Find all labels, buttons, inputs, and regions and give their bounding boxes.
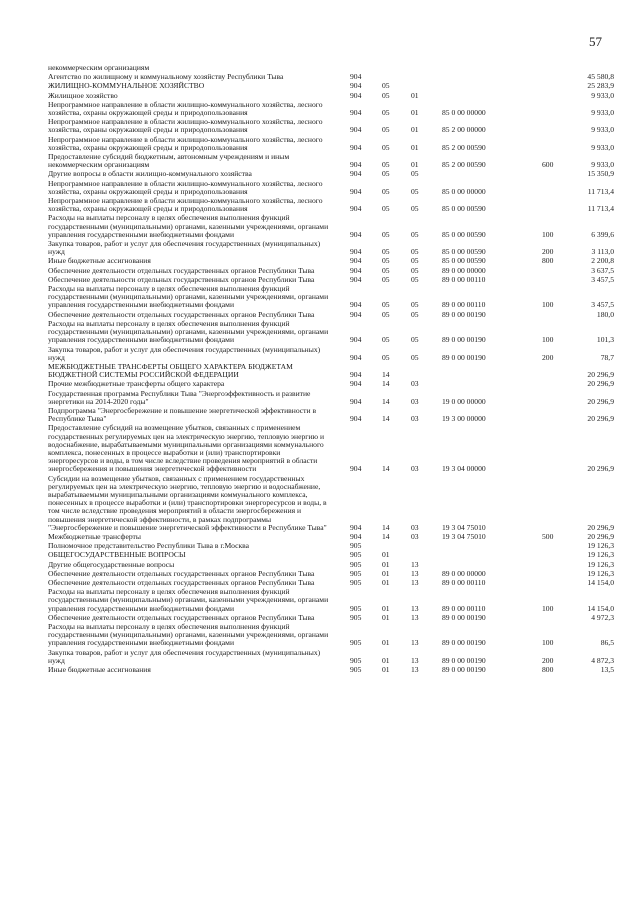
ministry-code: 904 bbox=[350, 396, 362, 406]
section-code: 01 bbox=[382, 550, 390, 560]
section-code: 01 bbox=[382, 638, 390, 648]
subsection-code: 05 bbox=[411, 335, 419, 345]
amount-value: 25 283,9 bbox=[587, 81, 614, 91]
section-code: 01 bbox=[382, 577, 390, 587]
subsection-code: 03 bbox=[411, 464, 419, 474]
target-article-code: 85 2 00 00000 bbox=[442, 125, 486, 135]
ministry-code: 904 bbox=[350, 379, 362, 389]
amount-value: 3 457,5 bbox=[591, 300, 614, 310]
target-article-code: 89 0 00 00190 bbox=[442, 612, 486, 622]
expense-type-code: 500 bbox=[542, 531, 554, 541]
table-row bbox=[48, 475, 614, 532]
table-row bbox=[48, 180, 614, 196]
subsection-code: 03 bbox=[411, 414, 419, 424]
amount-value: 9 933,0 bbox=[591, 160, 614, 170]
subsection-code: 05 bbox=[411, 229, 419, 239]
amount-value: 20 296,9 bbox=[587, 379, 614, 389]
table-row bbox=[48, 311, 614, 319]
target-article-code: 89 0 00 00190 bbox=[442, 655, 486, 665]
row-name: Закупка товаров, работ и услуг для обеспечения государственных (муниципальных) нужд bbox=[48, 239, 321, 257]
table-row bbox=[48, 267, 614, 275]
table-row bbox=[48, 424, 614, 473]
row-name: Прочие межбюджетные трансферты общего характера bbox=[48, 379, 225, 389]
amount-value: 20 296,9 bbox=[587, 464, 614, 474]
ministry-code: 905 bbox=[350, 638, 362, 648]
ministry-code: 904 bbox=[350, 169, 362, 179]
row-name: Иные бюджетные ассигнования bbox=[48, 665, 151, 675]
subsection-code: 01 bbox=[411, 108, 419, 118]
section-code: 14 bbox=[382, 370, 390, 380]
ministry-code: 904 bbox=[350, 300, 362, 310]
amount-value: 9 933,0 bbox=[591, 90, 614, 100]
subsection-code: 13 bbox=[411, 603, 419, 613]
section-code: 05 bbox=[382, 142, 390, 152]
ministry-code: 905 bbox=[350, 577, 362, 587]
ministry-code: 904 bbox=[350, 142, 362, 152]
subsection-code: 05 bbox=[411, 169, 419, 179]
ministry-code: 904 bbox=[350, 370, 362, 380]
amount-value: 9 933,0 bbox=[591, 108, 614, 118]
amount-value: 6 399,6 bbox=[591, 229, 614, 239]
target-article-code: 19 3 04 75010 bbox=[442, 522, 486, 532]
row-name: Обеспечение деятельности отдельных государственных органов Республики Тыва bbox=[48, 577, 315, 587]
expense-type-code: 200 bbox=[542, 247, 554, 257]
ministry-code: 904 bbox=[350, 309, 362, 319]
table-row bbox=[48, 649, 614, 665]
row-name: Полномочное представительство Республики Тыва в г.Москва bbox=[48, 541, 250, 551]
table-row bbox=[48, 240, 614, 256]
section-code: 01 bbox=[382, 665, 390, 675]
row-name: ОБЩЕГОСУДАРСТВЕННЫЕ ВОПРОСЫ bbox=[48, 550, 186, 560]
amount-value: 3 457,5 bbox=[591, 274, 614, 284]
target-article-code: 85 0 00 00590 bbox=[442, 229, 486, 239]
ministry-code: 904 bbox=[350, 108, 362, 118]
subsection-code: 05 bbox=[411, 300, 419, 310]
ministry-code: 905 bbox=[350, 655, 362, 665]
row-name: Предоставление субсидий бюджетным, автономным учреждениям и иным некоммерческим организациям bbox=[48, 152, 290, 170]
table-row bbox=[48, 551, 614, 559]
amount-value: 15 350,9 bbox=[587, 169, 614, 179]
section-code: 01 bbox=[382, 612, 390, 622]
table-row bbox=[48, 380, 614, 388]
ministry-code: 904 bbox=[350, 352, 362, 362]
target-article-code: 85 0 00 00000 bbox=[442, 186, 486, 196]
amount-value: 4 972,3 bbox=[591, 612, 614, 622]
amount-value: 4 872,3 bbox=[591, 655, 614, 665]
subsection-code: 03 bbox=[411, 396, 419, 406]
table-row bbox=[48, 170, 614, 178]
expense-type-code: 100 bbox=[542, 335, 554, 345]
table-row bbox=[48, 588, 614, 613]
expense-type-code: 100 bbox=[542, 300, 554, 310]
table-row bbox=[48, 82, 614, 90]
row-name: Непрограммное направление в области жилищно-коммунального хозяйства, лесного хозяйства, охраны окружающей среды и природопользования bbox=[48, 99, 323, 118]
section-code: 01 bbox=[382, 559, 390, 569]
ministry-code: 904 bbox=[350, 125, 362, 135]
target-article-code: 89 0 00 00190 bbox=[442, 335, 486, 345]
table-row bbox=[48, 666, 614, 674]
ministry-code: 904 bbox=[350, 414, 362, 424]
target-article-code: 89 0 00 00190 bbox=[442, 665, 486, 675]
amount-value: 180,0 bbox=[596, 309, 614, 319]
table-row bbox=[48, 623, 614, 648]
section-code: 05 bbox=[382, 352, 390, 362]
row-name: Расходы на выплаты персоналу в целях обеспечения выполнения функций государственными (муниципальными) органами, казенными учреждениями, органами управления государственными внебюджетными фондами bbox=[48, 213, 329, 239]
section-code: 05 bbox=[382, 186, 390, 196]
amount-value: 78,7 bbox=[600, 352, 614, 362]
section-code: 14 bbox=[382, 379, 390, 389]
subsection-code: 01 bbox=[411, 125, 419, 135]
row-name: Государственная программа Республики Тыва "Энергоэффективность и развитие энергетики на 2014-2020 годы" bbox=[48, 388, 311, 406]
ministry-code: 904 bbox=[350, 229, 362, 239]
ministry-code: 905 bbox=[350, 603, 362, 613]
target-article-code: 89 0 00 00190 bbox=[442, 352, 486, 362]
target-article-code: 85 2 00 00590 bbox=[442, 160, 486, 170]
table-row bbox=[48, 561, 614, 569]
row-name: Агентство по жилищному и коммунальному хозяйству Республики Тыва bbox=[48, 72, 284, 82]
ministry-code: 904 bbox=[350, 186, 362, 196]
section-code: 05 bbox=[382, 229, 390, 239]
ministry-code: 905 bbox=[350, 612, 362, 622]
expense-type-code: 600 bbox=[542, 160, 554, 170]
section-code: 05 bbox=[382, 247, 390, 257]
subsection-code: 05 bbox=[411, 274, 419, 284]
expense-type-code: 100 bbox=[542, 229, 554, 239]
section-code: 05 bbox=[382, 204, 390, 214]
amount-value: 11 713,4 bbox=[587, 204, 614, 214]
row-name: ЖИЛИЩНО-КОММУНАЛЬНОЕ ХОЗЯЙСТВО bbox=[48, 81, 205, 91]
table-row bbox=[48, 197, 614, 213]
amount-value: 2 200,8 bbox=[591, 256, 614, 266]
section-code: 05 bbox=[382, 125, 390, 135]
table-row bbox=[48, 579, 614, 587]
amount-value: 9 933,0 bbox=[591, 125, 614, 135]
target-article-code: 85 0 00 00000 bbox=[442, 108, 486, 118]
row-name: Обеспечение деятельности отдельных государственных органов Республики Тыва bbox=[48, 612, 315, 622]
subsection-code: 13 bbox=[411, 655, 419, 665]
table-row bbox=[48, 92, 614, 100]
subsection-code: 13 bbox=[411, 612, 419, 622]
ministry-code: 904 bbox=[350, 90, 362, 100]
amount-value: 20 296,9 bbox=[587, 531, 614, 541]
row-name: Непрограммное направление в области жилищно-коммунального хозяйства, лесного хозяйства, охраны окружающей среды и природопользования bbox=[48, 196, 323, 214]
subsection-code: 05 bbox=[411, 256, 419, 266]
amount-value: 86,5 bbox=[600, 638, 614, 648]
row-name: Непрограммное направление в области жилищно-коммунального хозяйства, лесного хозяйства, охраны окружающей среды и природопользования bbox=[48, 117, 323, 135]
section-code: 01 bbox=[382, 655, 390, 665]
target-article-code: 89 0 00 00000 bbox=[442, 568, 486, 578]
target-article-code: 85 2 00 00590 bbox=[442, 142, 486, 152]
target-article-code: 89 0 00 00000 bbox=[442, 265, 486, 275]
target-article-code: 85 0 00 00590 bbox=[442, 256, 486, 266]
row-name: Субсидии на возмещение убытков, связанных с применением государственных регулируемых цен на электрическую энергию, тепловую энергию и водоснабжение, вырабатываемыми муниципальными организациями коммунального комплекса, понесенных в процессе выработки и (или) транспортировки энергоресурсов и воды, в том числе вследствие проведения мероприятий в области энергосбережения и повышения энергетической эффективности, в рамках подпрограммы "Энергосбережение и повышение энергетической эффективности в Республике Тыва" bbox=[48, 473, 327, 532]
subsection-code: 05 bbox=[411, 309, 419, 319]
ministry-code: 904 bbox=[350, 72, 362, 82]
section-code: 05 bbox=[382, 90, 390, 100]
section-code: 01 bbox=[382, 568, 390, 578]
target-article-code: 89 0 00 00110 bbox=[442, 274, 486, 284]
amount-value: 20 296,9 bbox=[587, 522, 614, 532]
subsection-code: 13 bbox=[411, 568, 419, 578]
ministry-code: 904 bbox=[350, 522, 362, 532]
ministry-code: 905 bbox=[350, 568, 362, 578]
ministry-code: 904 bbox=[350, 160, 362, 170]
ministry-code: 904 bbox=[350, 247, 362, 257]
table-row bbox=[48, 214, 614, 239]
target-article-code: 89 0 00 00110 bbox=[442, 603, 486, 613]
ministry-code: 904 bbox=[350, 81, 362, 91]
subsection-code: 03 bbox=[411, 379, 419, 389]
amount-value: 45 580,8 bbox=[587, 72, 614, 82]
subsection-code: 05 bbox=[411, 204, 419, 214]
target-article-code: 19 3 04 00000 bbox=[442, 464, 486, 474]
row-name: Расходы на выплаты персоналу в целях обеспечения выполнения функций государственными (муниципальными) органами, казенными учреждениями, органами управления государственными внебюджетными фондами bbox=[48, 284, 329, 310]
amount-value: 9 933,0 bbox=[591, 142, 614, 152]
section-code: 14 bbox=[382, 396, 390, 406]
ministry-code: 904 bbox=[350, 464, 362, 474]
subsection-code: 05 bbox=[411, 247, 419, 257]
row-name: Предоставление субсидий на возмещение убытков, связанных с применением государственных регулируемых цен на электрическую энергию, тепловую энергию и водоснабжение, вырабатываемыми муниципальными организациями коммунального комплекса, понесенных в процессе выработки и (или) транспортировки энергоресурсов и воды, в том числе вследствие проведения мероприятий в области энергосбережения и повышения энергетической эффективности bbox=[48, 423, 325, 474]
target-article-code: 85 0 00 00590 bbox=[442, 204, 486, 214]
table-row bbox=[48, 64, 614, 72]
subsection-code: 01 bbox=[411, 160, 419, 170]
section-code: 05 bbox=[382, 274, 390, 284]
amount-value: 20 296,9 bbox=[587, 396, 614, 406]
row-name: Расходы на выплаты персоналу в целях обеспечения выполнения функций государственными (муниципальными) органами, казенными учреждениями, органами управления государственными внебюджетными фондами bbox=[48, 622, 329, 648]
row-name: Обеспечение деятельности отдельных государственных органов Республики Тыва bbox=[48, 309, 315, 319]
amount-value: 20 296,9 bbox=[587, 370, 614, 380]
table-row bbox=[48, 276, 614, 284]
budget-table bbox=[48, 64, 614, 674]
subsection-code: 05 bbox=[411, 265, 419, 275]
row-name: Другие общегосударственные вопросы bbox=[48, 559, 175, 569]
row-name: Расходы на выплаты персоналу в целях обеспечения выполнения функций государственными (муниципальными) органами, казенными учреждениями, органами управления государственными внебюджетными фондами bbox=[48, 587, 329, 613]
ministry-code: 905 bbox=[350, 541, 362, 551]
expense-type-code: 800 bbox=[542, 256, 554, 266]
subsection-code: 13 bbox=[411, 577, 419, 587]
row-name: Обеспечение деятельности отдельных государственных органов Республики Тыва bbox=[48, 265, 315, 275]
target-article-code: 89 0 00 00190 bbox=[442, 638, 486, 648]
ministry-code: 904 bbox=[350, 274, 362, 284]
section-code: 05 bbox=[382, 256, 390, 266]
amount-value: 13,5 bbox=[600, 665, 614, 675]
table-row bbox=[48, 533, 614, 541]
amount-value: 19 126,3 bbox=[587, 550, 614, 560]
table-row bbox=[48, 118, 614, 134]
amount-value: 101,3 bbox=[596, 335, 614, 345]
subsection-code: 13 bbox=[411, 638, 419, 648]
table-row bbox=[48, 570, 614, 578]
target-article-code: 89 0 00 00110 bbox=[442, 577, 486, 587]
subsection-code: 05 bbox=[411, 186, 419, 196]
table-row bbox=[48, 407, 614, 423]
row-name: Непрограммное направление в области жилищно-коммунального хозяйства, лесного хозяйства, охраны окружающей среды и природопользования bbox=[48, 134, 323, 152]
row-name: Закупка товаров, работ и услуг для обеспечения государственных (муниципальных) нужд bbox=[48, 344, 321, 362]
expense-type-code: 200 bbox=[542, 655, 554, 665]
amount-value: 19 126,3 bbox=[587, 559, 614, 569]
subsection-code: 13 bbox=[411, 559, 419, 569]
table-row bbox=[48, 285, 614, 310]
ministry-code: 904 bbox=[350, 204, 362, 214]
amount-value: 19 126,3 bbox=[587, 541, 614, 551]
amount-value: 14 154,0 bbox=[587, 577, 614, 587]
ministry-code: 905 bbox=[350, 559, 362, 569]
ministry-code: 904 bbox=[350, 265, 362, 275]
section-code: 14 bbox=[382, 522, 390, 532]
section-code: 05 bbox=[382, 335, 390, 345]
subsection-code: 01 bbox=[411, 142, 419, 152]
table-row bbox=[48, 101, 614, 117]
subsection-code: 13 bbox=[411, 665, 419, 675]
table-row bbox=[48, 136, 614, 152]
section-code: 05 bbox=[382, 265, 390, 275]
table-row bbox=[48, 73, 614, 81]
ministry-code: 904 bbox=[350, 531, 362, 541]
section-code: 05 bbox=[382, 300, 390, 310]
subsection-code: 05 bbox=[411, 352, 419, 362]
section-code: 05 bbox=[382, 309, 390, 319]
row-name: Закупка товаров, работ и услуг для обеспечения государственных (муниципальных) нужд bbox=[48, 647, 321, 665]
target-article-code: 89 0 00 00190 bbox=[442, 309, 486, 319]
table-row bbox=[48, 390, 614, 406]
row-name: некоммерческим организациям bbox=[48, 63, 150, 72]
table-row bbox=[48, 363, 614, 379]
expense-type-code: 800 bbox=[542, 665, 554, 675]
row-name: Обеспечение деятельности отдельных государственных органов Республики Тыва bbox=[48, 568, 315, 578]
row-name: Жилищное хозяйство bbox=[48, 90, 118, 100]
amount-value: 3 637,5 bbox=[591, 265, 614, 275]
row-name: Обеспечение деятельности отдельных государственных органов Республики Тыва bbox=[48, 274, 315, 284]
target-article-code: 89 0 00 00110 bbox=[442, 300, 486, 310]
table-row bbox=[48, 320, 614, 345]
row-name: Другие вопросы в области жилищно-коммунального хозяйства bbox=[48, 169, 252, 179]
amount-value: 14 154,0 bbox=[587, 603, 614, 613]
expense-type-code: 200 bbox=[542, 352, 554, 362]
subsection-code: 03 bbox=[411, 531, 419, 541]
section-code: 05 bbox=[382, 160, 390, 170]
table-row bbox=[48, 614, 614, 622]
amount-value: 11 713,4 bbox=[587, 186, 614, 196]
row-name: Непрограммное направление в области жилищно-коммунального хозяйства, лесного хозяйства, охраны окружающей среды и природопользования bbox=[48, 178, 323, 196]
ministry-code: 904 bbox=[350, 335, 362, 345]
section-code: 05 bbox=[382, 169, 390, 179]
row-name: Иные бюджетные ассигнования bbox=[48, 256, 151, 266]
section-code: 14 bbox=[382, 531, 390, 541]
target-article-code: 19 0 00 00000 bbox=[442, 396, 486, 406]
row-name: Расходы на выплаты персоналу в целях обеспечения выполнения функций государственными (муниципальными) органами, казенными учреждениями, органами управления государственными внебюджетными фондами bbox=[48, 318, 329, 345]
ministry-code: 905 bbox=[350, 665, 362, 675]
ministry-code: 905 bbox=[350, 550, 362, 560]
target-article-code: 85 0 00 00590 bbox=[442, 247, 486, 257]
page-number: 57 bbox=[589, 34, 602, 49]
section-code: 01 bbox=[382, 603, 390, 613]
section-code: 05 bbox=[382, 108, 390, 118]
target-article-code: 19 3 04 75010 bbox=[442, 531, 486, 541]
table-row bbox=[48, 542, 614, 550]
amount-value: 19 126,3 bbox=[587, 568, 614, 578]
row-name: Подпрограмма "Энергосбережение и повышение энергетической эффективности в Республике Тыва" bbox=[48, 405, 317, 424]
table-row bbox=[48, 153, 614, 169]
target-article-code: 19 3 00 00000 bbox=[442, 414, 486, 424]
row-name: Межбюджетные трансферты bbox=[48, 531, 141, 541]
row-name: МЕЖБЮДЖЕТНЫЕ ТРАНСФЕРТЫ ОБЩЕГО ХАРАКТЕРА БЮДЖЕТАМ БЮДЖЕТНОЙ СИСТЕМЫ РОССИЙСКОЙ ФЕДЕРАЦИИ bbox=[48, 361, 293, 380]
subsection-code: 03 bbox=[411, 522, 419, 532]
table-row bbox=[48, 257, 614, 265]
subsection-code: 01 bbox=[411, 90, 419, 100]
section-code: 05 bbox=[382, 81, 390, 91]
section-code: 14 bbox=[382, 414, 390, 424]
amount-value: 3 113,0 bbox=[591, 247, 614, 257]
ministry-code: 904 bbox=[350, 256, 362, 266]
expense-type-code: 100 bbox=[542, 603, 554, 613]
table-row bbox=[48, 346, 614, 362]
expense-type-code: 100 bbox=[542, 638, 554, 648]
section-code: 14 bbox=[382, 464, 390, 474]
amount-value: 20 296,9 bbox=[587, 414, 614, 424]
